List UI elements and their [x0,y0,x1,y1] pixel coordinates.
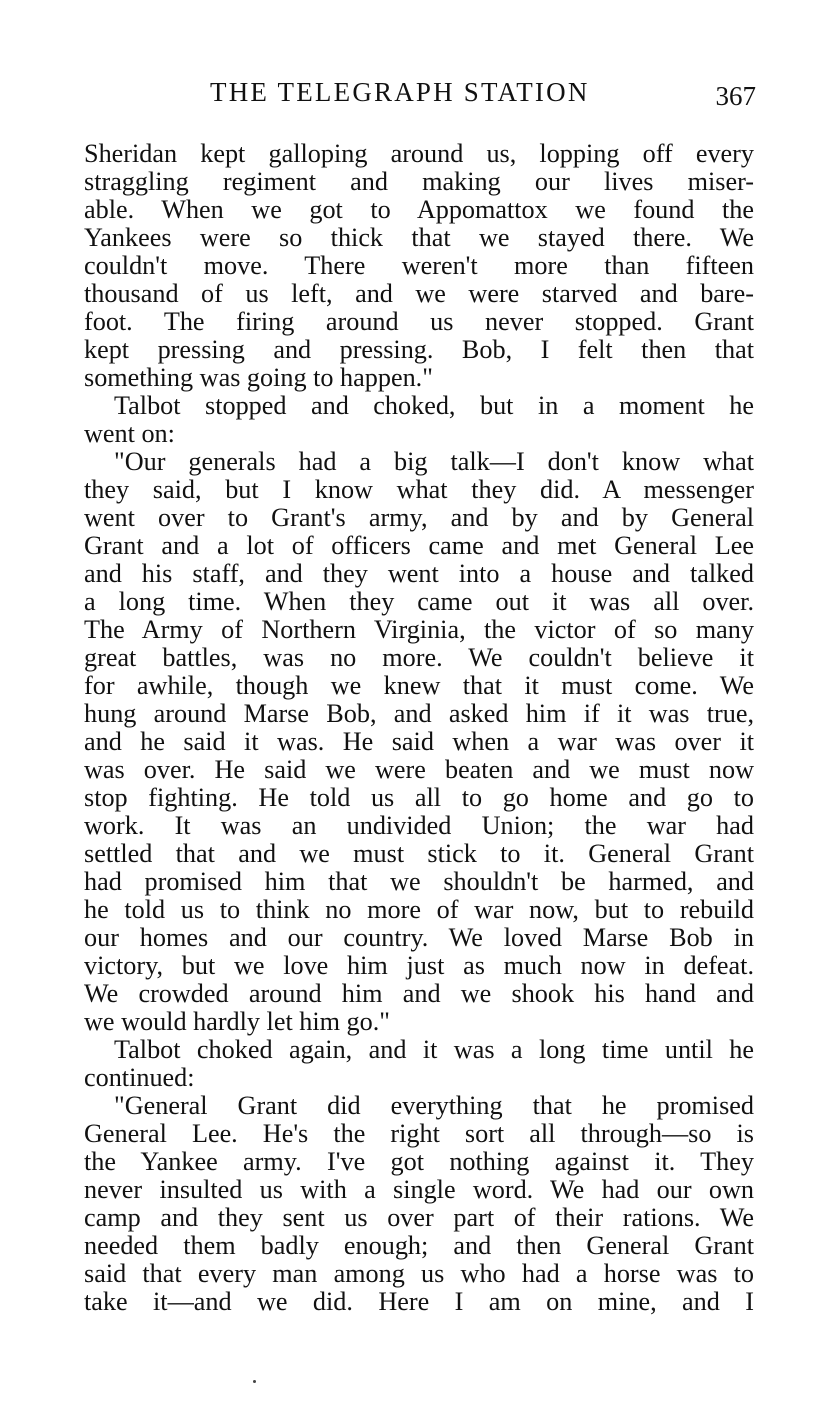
text-line: for awhile, though we knew that it must come. We [84,671,754,700]
text-line: camp and they sent us over part of their rations. We [84,1203,754,1232]
text-line: and his staff, and they went into a house and talked [84,559,754,588]
text-line: victory, but we love him just as much now in defeat. [84,951,754,980]
text-line: needed them badly enough; and then General Grant [84,1231,754,1260]
text-line: able. When we got to Appomattox we found the [84,195,754,224]
text-line: The Army of Northern Virginia, the victor of so many [84,615,754,644]
text-line: stop fighting. He told us all to go home and go to [84,783,754,812]
text-line: Grant and a lot of officers came and met General Lee [84,531,754,560]
text-line: Yankees were so thick that we stayed there. We [84,223,754,252]
text-line: we would hardly let him go." [84,1007,390,1036]
text-line: "General Grant did everything that he promised [114,1091,754,1120]
text-line: foot. The firing around us never stopped. Grant [84,307,754,336]
text-line: settled that and we must stick to it. General Grant [84,839,754,868]
text-line: had promised him that we shouldn't be harmed, and [84,867,754,896]
text-line: our homes and our country. We loved Marse Bob in [84,923,754,952]
text-line: he told us to think no more of war now, but to rebuild [84,895,754,924]
text-line: the Yankee army. I've got nothing against it. They [84,1147,754,1176]
text-line: couldn't move. There weren't more than fifteen [84,251,754,280]
text-line: thousand of us left, and we were starved and bare- [84,279,754,308]
text-line: something was going to happen." [84,363,433,392]
page-number: 367 [715,81,756,111]
text-line: work. It was an undivided Union; the war had [84,811,754,840]
text-line: continued: [84,1063,195,1092]
text-line: they said, but I know what they did. A messenger [84,475,754,504]
text-line: was over. He said we were beaten and we must now [84,755,754,784]
text-line: and he said it was. He said when a war was over it [84,727,754,756]
text-line: went on: [84,419,175,448]
running-title: THE TELEGRAPH STATION [210,77,590,107]
body-text [84,140,754,1316]
running-header [84,74,756,114]
text-line: General Lee. He's the right sort all through—so is [84,1119,754,1148]
text-line: great battles, was no more. We couldn't believe it [84,643,754,672]
text-line: take it—and we did. Here I am on mine, and I [84,1287,754,1316]
text-line: "Our generals had a big talk—I don't know what [114,447,754,476]
text-line: We crowded around him and we shook his hand and [84,979,754,1008]
text-line: never insulted us with a single word. We had our own [84,1175,754,1204]
text-line: straggling regiment and making our lives miser- [84,167,754,196]
text-line: Sheridan kept galloping around us, lopping off every [84,139,754,168]
text-line: a long time. When they came out it was all over. [84,587,754,616]
text-line: Talbot choked again, and it was a long time until he [114,1035,754,1064]
text-line: kept pressing and pressing. Bob, I felt then that [84,335,754,364]
ink-speck [253,1380,256,1383]
text-line: Talbot stopped and choked, but in a moment he [114,391,754,420]
text-line: went over to Grant's army, and by and by General [84,503,754,532]
text-line: hung around Marse Bob, and asked him if it was true, [84,699,754,728]
text-line: said that every man among us who had a horse was to [84,1259,754,1288]
